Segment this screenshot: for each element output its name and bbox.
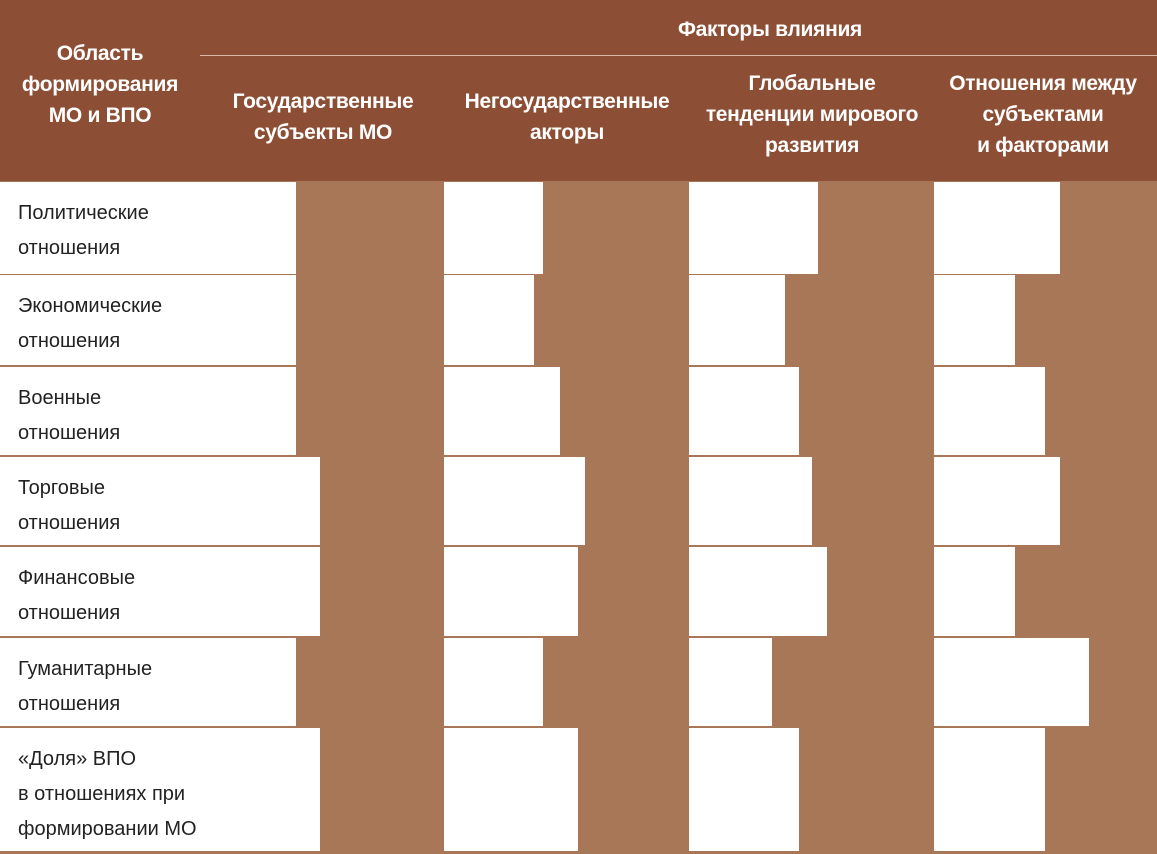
bar	[934, 367, 1045, 455]
bar	[934, 638, 1089, 726]
factors-title: Факторы влияния	[677, 18, 863, 41]
row-label: Торговые отношения	[18, 477, 121, 534]
bar	[200, 182, 295, 274]
column-header-nonstate-actors: Негосударственные акторы	[464, 90, 670, 144]
bar	[444, 457, 585, 545]
column-header-global-trends: Глобальные тенденции мирового развития	[705, 72, 919, 157]
bar	[200, 728, 320, 851]
bar	[200, 547, 320, 636]
bar	[689, 728, 799, 851]
bar	[689, 638, 772, 726]
bar	[934, 457, 1060, 545]
bar	[200, 367, 295, 455]
bar	[200, 638, 274, 726]
bar	[444, 275, 534, 365]
bar	[200, 457, 320, 545]
bar	[689, 457, 812, 545]
bar	[444, 547, 578, 636]
row-label: Гуманитарные отношения	[18, 658, 153, 715]
row-label: «Доля» ВПО в отношениях при формировании МО	[18, 748, 197, 840]
row-label: Политические отношения	[18, 202, 149, 259]
bar	[934, 547, 1015, 636]
row-label: Финансовые отношения	[18, 567, 136, 624]
bar	[444, 182, 543, 274]
column-header-relations: Отношения между субъектами и факторами	[949, 72, 1137, 157]
row-label: Экономические отношения	[18, 295, 163, 352]
bar	[200, 275, 274, 365]
bar	[689, 547, 827, 636]
bar	[689, 182, 818, 274]
bar	[689, 275, 785, 365]
row-label: Военные отношения	[18, 387, 121, 444]
bar	[444, 728, 578, 851]
bar	[934, 728, 1045, 851]
bar	[689, 367, 799, 455]
bar	[444, 638, 543, 726]
row-header: Область формирования МО и ВПО	[21, 42, 179, 127]
bar	[934, 182, 1060, 274]
column-header-state-actors: Государственные субъекты МО	[232, 90, 414, 144]
bar	[934, 275, 1015, 365]
bar	[444, 367, 560, 455]
